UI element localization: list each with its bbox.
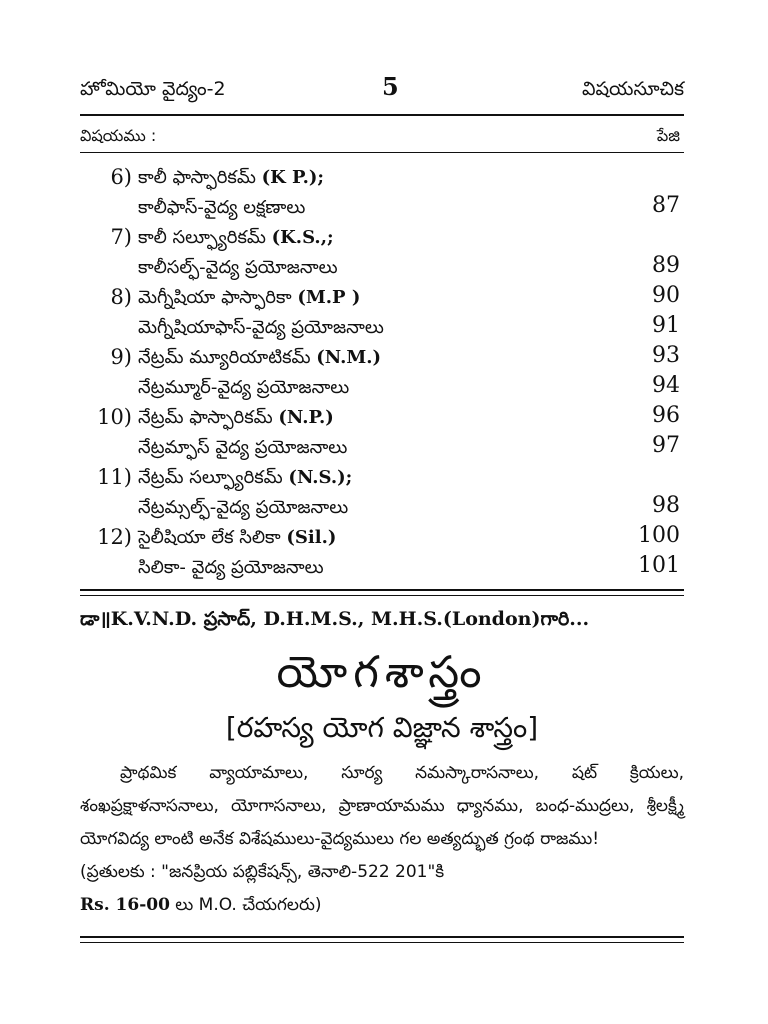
toc-title-text: నేట్రమ్ ఫాస్ఫారికమ్ <box>138 407 273 428</box>
toc-title-text: కాలీఫాస్-వైద్య లక్షణాలు <box>138 197 306 218</box>
toc-row <box>80 253 684 283</box>
toc-abbreviation: (K P.); <box>261 167 325 188</box>
toc-row <box>80 553 684 583</box>
toc-index: 11) <box>97 465 132 489</box>
toc-title-text: కాలీ ఫాస్ఫారికమ్ <box>138 167 256 188</box>
toc-title <box>138 467 352 492</box>
toc-page-number: 91 <box>652 313 680 338</box>
toc-title-text: నేట్రమ్సల్ఫ్-వైద్య ప్రయోజనాలు <box>138 497 349 518</box>
toc-page-number: 93 <box>652 343 680 368</box>
toc-row <box>80 223 684 253</box>
toc-abbreviation: (N.M.) <box>316 347 382 368</box>
toc-row <box>80 433 684 463</box>
toc-title-text: సైలీషియా లేక సిలికా <box>138 527 281 548</box>
toc-title <box>138 317 384 342</box>
toc-page-number: 97 <box>652 433 680 458</box>
toc-index: 8) <box>110 285 132 309</box>
toc-title <box>138 227 334 252</box>
toc-row <box>80 283 684 313</box>
ad-title: యోగశాస్త్రం <box>276 647 488 698</box>
subject-column-label: విషయము : <box>80 126 157 145</box>
ad-bottom-rule <box>80 936 684 943</box>
toc-row <box>80 463 684 493</box>
toc-row <box>80 163 684 193</box>
toc-title-text: నేట్రమ్ సల్ఫ్యూరికమ్ <box>138 467 283 488</box>
toc-title <box>138 167 324 192</box>
toc-page-number: 100 <box>638 523 680 548</box>
toc-title <box>138 437 347 462</box>
toc-title <box>138 347 381 372</box>
toc-abbreviation: (N.P.) <box>278 407 334 428</box>
toc-index: 10) <box>97 405 132 429</box>
toc-title <box>138 257 338 282</box>
ad-order-rest: లు M.O. చేయగలరు) <box>169 895 322 915</box>
toc-title-text: కాలీసల్ఫ్-వైద్య ప్రయోజనాలు <box>138 257 338 278</box>
toc-title-text: మెగ్నీషియా ఫాస్ఫారికా <box>138 287 292 308</box>
toc-page-number: 98 <box>652 493 680 518</box>
toc-abbreviation: (Sil.) <box>286 527 337 548</box>
toc-title <box>138 197 305 222</box>
toc-index: 6) <box>110 165 132 189</box>
page <box>80 72 684 943</box>
running-header <box>80 72 684 108</box>
toc-abbreviation: (M.P ) <box>297 287 361 308</box>
toc-page-number: 101 <box>638 553 680 578</box>
toc-index: 7) <box>110 225 132 249</box>
toc-row <box>80 403 684 433</box>
toc-title-text: మెగ్నీషియాఫాస్-వైద్య ప్రయోజనాలు <box>138 317 384 338</box>
ad-order-line-2 <box>80 889 684 922</box>
toc-title <box>138 377 349 402</box>
section-title: విషయసూచిక <box>582 78 684 100</box>
ad-body: ప్రాథమిక వ్యాయామాలు, సూర్య నమస్కారాసనాలు, షట్ క్రియలు, శంఖప్రక్షాళనాసనాలు, యోగాసనాలు, ప్రాణాయామము ధ్యానము, బంధ-ముద్రలు, శ్రీలక్ష్మీ యోగవిద్య లాంటి అనేక విశేషములు-వైద్యములు గల అత్యద్భుత గ్రంథ రాజము! <box>80 763 684 849</box>
ad-subtitle: [రహస్య యోగ విజ్ఞాన శాస్త్రం] <box>225 711 539 744</box>
toc-row <box>80 193 684 223</box>
toc-page-number: 90 <box>652 283 680 308</box>
toc-title-text: నేట్రమ్ఫాస్ వైద్య ప్రయోజనాలు <box>138 437 348 458</box>
toc-row <box>80 373 684 403</box>
page-number: 5 <box>382 72 399 101</box>
book-title: హోమియో వైద్యం-2 <box>80 78 226 100</box>
page-column-label: పేజి <box>656 126 680 145</box>
toc-bottom-rule <box>80 589 684 596</box>
toc-row <box>80 523 684 553</box>
ad-price: Rs. 16-00 <box>80 895 170 915</box>
toc-title <box>138 407 334 432</box>
toc-title-text: నేట్రమ్మూర్-వైద్య ప్రయోజనాలు <box>138 377 350 398</box>
toc-abbreviation: (K.S.,; <box>271 227 334 248</box>
toc-title <box>138 497 348 522</box>
toc-title <box>138 557 324 582</box>
toc-index: 12) <box>97 525 132 549</box>
toc-index: 9) <box>110 345 132 369</box>
column-rule <box>80 152 684 153</box>
toc-row <box>80 313 684 343</box>
ad-order-line-1: (ప్రతులకు : "జనప్రియ పబ్లికేషన్స్, తెనాలి-522 201"కి <box>80 862 445 882</box>
toc-page-number: 87 <box>652 193 680 218</box>
toc-page-number: 89 <box>652 253 680 278</box>
toc-title-text: కాలీ సల్ఫ్యూరికమ్ <box>138 227 266 248</box>
column-headers <box>80 116 684 152</box>
table-of-contents <box>80 163 684 583</box>
toc-page-number: 96 <box>652 403 680 428</box>
toc-abbreviation: (N.S.); <box>288 467 353 488</box>
toc-row <box>80 343 684 373</box>
toc-title <box>138 527 336 552</box>
toc-title-text: సిలికా- వైద్య ప్రయోజనాలు <box>138 557 324 578</box>
toc-row <box>80 493 684 523</box>
toc-page-number: 94 <box>652 373 680 398</box>
ad-author-line: డా॥K.V.N.D. ప్రసాద్, D.H.M.S., M.H.S.(London)గారి... <box>80 608 590 630</box>
toc-title <box>138 287 360 312</box>
toc-title-text: నేట్రమ్ మ్యూరియాటికమ్ <box>138 347 311 368</box>
